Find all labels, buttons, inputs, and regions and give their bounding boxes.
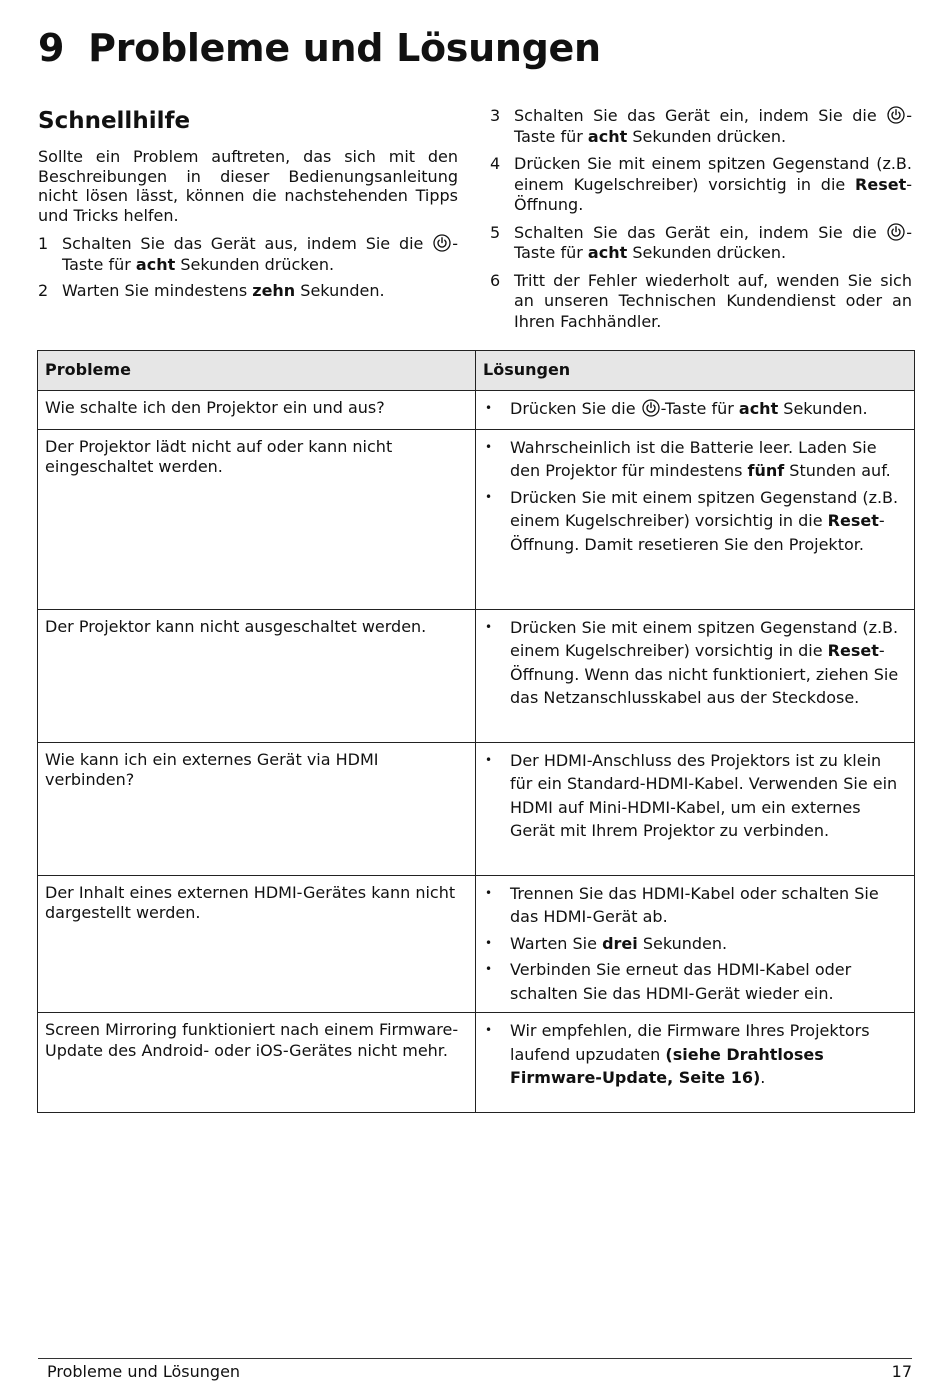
problem-cell: Der Inhalt eines externen HDMI-Gerätes kann nicht dargestellt werden. — [38, 875, 476, 1013]
table-row — [38, 742, 915, 875]
page-title — [38, 22, 601, 74]
step-text — [514, 154, 912, 216]
bullet-dot: • — [485, 619, 493, 634]
text-segment: Sekunden drücken. — [627, 126, 787, 146]
solution-list — [483, 882, 907, 1006]
troubleshooting-table — [37, 350, 915, 1113]
bullet-dot: • — [485, 1023, 493, 1037]
power-icon — [887, 106, 905, 124]
bold-text: acht — [587, 126, 628, 146]
bullet-dot: • — [485, 935, 493, 950]
step-item — [490, 154, 912, 216]
intro-paragraph: Sollte ein Problem auftreten, das sich mit den Beschreibungen in dieser Bedienungsanleitung nicht lösen lässt, können die nachstehenden Tipps und Tricks helfen. — [38, 147, 458, 225]
text-segment: -Taste für — [62, 234, 458, 274]
solution-cell — [476, 390, 915, 429]
bold-text: acht — [738, 398, 779, 418]
solution-item — [483, 397, 907, 421]
quick-help-steps-right — [490, 106, 912, 332]
bullet-dot: • — [485, 439, 493, 454]
step-text — [62, 234, 458, 275]
text-segment: Sekunden. — [295, 281, 385, 300]
bullet-dot: • — [485, 885, 493, 900]
solution-cell — [476, 1013, 915, 1113]
text-segment: . — [760, 1068, 766, 1087]
power-icon — [642, 399, 660, 417]
power-icon — [887, 223, 905, 241]
solution-cell — [476, 875, 915, 1013]
solution-item — [483, 749, 907, 843]
step-number: 5 — [490, 222, 501, 242]
text-segment: -Öffnung. Damit resetieren Sie den Projektor. — [510, 511, 885, 554]
step-item — [38, 281, 458, 302]
header-problems: Probleme — [38, 351, 476, 391]
left-column — [38, 106, 458, 308]
page-number: 17 — [891, 1362, 912, 1381]
step-item — [490, 271, 912, 333]
text-segment: -Öffnung. Wenn das nicht funktioniert, ziehen Sie das Netzanschlusskabel aus der Steckdose. — [510, 641, 899, 707]
solution-list — [483, 1019, 907, 1090]
text-segment: Stunden auf. — [784, 461, 891, 480]
solution-cell — [476, 429, 915, 609]
text-segment: -Taste für — [514, 106, 912, 146]
step-number: 3 — [490, 106, 501, 125]
chapter-number: 9 — [38, 26, 65, 70]
table-row — [38, 609, 915, 742]
solution-cell — [476, 742, 915, 875]
step-text — [514, 271, 912, 333]
text-segment: Schalten Sie das Gerät aus, indem Sie die — [62, 234, 433, 253]
text-segment: Wahrscheinlich ist die Batterie leer. Laden Sie den Projektor für mindestens — [510, 437, 877, 480]
quick-help-steps-left — [38, 234, 458, 302]
solution-cell — [476, 609, 915, 742]
bold-text: (siehe Drahtloses Firmware-Update, Seite 16) — [510, 1044, 824, 1087]
step-text — [514, 223, 912, 264]
power-icon — [433, 234, 451, 252]
section-heading: Schnellhilfe — [38, 108, 191, 134]
bold-text: fünf — [747, 461, 785, 480]
text-segment: Sekunden drücken. — [627, 243, 787, 262]
table-row — [38, 1013, 915, 1113]
text-segment: -Taste für — [514, 222, 912, 262]
text-segment: Warten Sie mindestens — [62, 281, 253, 300]
text-segment: Schalten Sie das Gerät ein, indem Sie die — [514, 106, 887, 125]
solution-list — [483, 397, 907, 421]
step-text — [62, 281, 458, 302]
bold-text: acht — [587, 243, 628, 262]
footer-divider — [38, 1358, 912, 1359]
text-segment: Trennen Sie das HDMI-Kabel oder schalten Sie das HDMI-Gerät ab. — [510, 883, 879, 926]
solution-list — [483, 616, 907, 710]
solution-list — [483, 436, 907, 557]
text-segment: Sekunden drücken. — [175, 254, 335, 274]
text-segment: Wir empfehlen, die Firmware Ihres Projektors laufend upzudaten — [510, 1021, 870, 1064]
solution-item — [483, 932, 907, 956]
problem-cell: Der Projektor lädt nicht auf oder kann nicht eingeschaltet werden. — [38, 429, 476, 609]
text-segment: Der HDMI-Anschluss des Projektors ist zu klein für ein Standard-HDMI-Kabel. Verwenden Sie ein HDMI auf Mini-HDMI-Kabel, um ein externes Gerät mit Ihrem Projektor zu verbinden. — [510, 750, 898, 840]
solution-item — [483, 882, 907, 929]
table-row — [38, 875, 915, 1013]
right-column — [490, 106, 912, 339]
text-segment: Sekunden. — [778, 398, 868, 418]
text-segment: Tritt der Fehler wiederholt auf, wenden Sie sich an unseren Technischen Kundendienst oder an Ihren Fachhändler. — [514, 270, 912, 331]
text-segment: Drücken Sie mit einem spitzen Gegenstand (z.B. einem Kugelschreiber) vorsichtig in die — [514, 154, 912, 194]
solution-item — [483, 486, 907, 557]
step-number: 1 — [38, 234, 49, 253]
step-item — [38, 234, 458, 275]
step-text — [514, 106, 912, 147]
table-header-row — [38, 351, 915, 391]
text-segment: Sekunden. — [637, 933, 728, 953]
bold-text: Reset — [827, 511, 879, 530]
table-row — [38, 390, 915, 429]
solution-item — [483, 958, 907, 1005]
solution-item — [483, 436, 907, 483]
step-number: 2 — [38, 281, 49, 300]
solution-item — [483, 1019, 907, 1090]
problem-cell: Wie schalte ich den Projektor ein und aus? — [38, 390, 476, 429]
bullet-dot: • — [485, 489, 493, 504]
text-segment: Drücken Sie mit einem spitzen Gegenstand (z.B. einem Kugelschreiber) vorsichtig in die — [510, 487, 899, 530]
bold-text: zehn — [252, 281, 296, 300]
text-segment: -Öffnung. — [514, 174, 912, 214]
problem-cell: Screen Mirroring funktioniert nach einem Firmware-Update des Android- oder iOS-Gerätes nicht mehr. — [38, 1013, 476, 1113]
text-segment: Verbinden Sie erneut das HDMI-Kabel oder schalten Sie das HDMI-Gerät wieder ein. — [510, 960, 852, 1003]
text-segment: Drücken Sie mit einem spitzen Gegenstand (z.B. einem Kugelschreiber) vorsichtig in die — [510, 617, 899, 660]
bullet-dot: • — [485, 400, 493, 415]
text-segment: Schalten Sie das Gerät ein, indem Sie die — [514, 222, 887, 242]
text-segment: Warten Sie — [510, 933, 603, 953]
text-segment: Drücken Sie die — [510, 398, 641, 418]
chapter-title: Probleme und Lösungen — [88, 26, 601, 70]
bold-text: Reset — [855, 174, 907, 194]
bullet-dot: • — [485, 752, 493, 767]
bullet-dot: • — [485, 962, 493, 976]
bold-text: acht — [135, 254, 176, 274]
step-number: 6 — [490, 270, 501, 290]
table-body — [38, 390, 915, 1113]
step-item — [490, 223, 912, 264]
problem-cell: Wie kann ich ein externes Gerät via HDMI verbinden? — [38, 742, 476, 875]
footer-title: Probleme und Lösungen — [47, 1362, 241, 1381]
problem-cell: Der Projektor kann nicht ausgeschaltet werden. — [38, 609, 476, 742]
header-solutions: Lösungen — [476, 351, 915, 391]
step-item — [490, 106, 912, 147]
text-segment: -Taste für — [660, 398, 739, 418]
solution-list — [483, 749, 907, 843]
table-row — [38, 429, 915, 609]
bold-text: Reset — [827, 641, 879, 660]
step-number: 4 — [490, 154, 501, 173]
solution-item — [483, 616, 907, 710]
bold-text: drei — [602, 933, 638, 953]
